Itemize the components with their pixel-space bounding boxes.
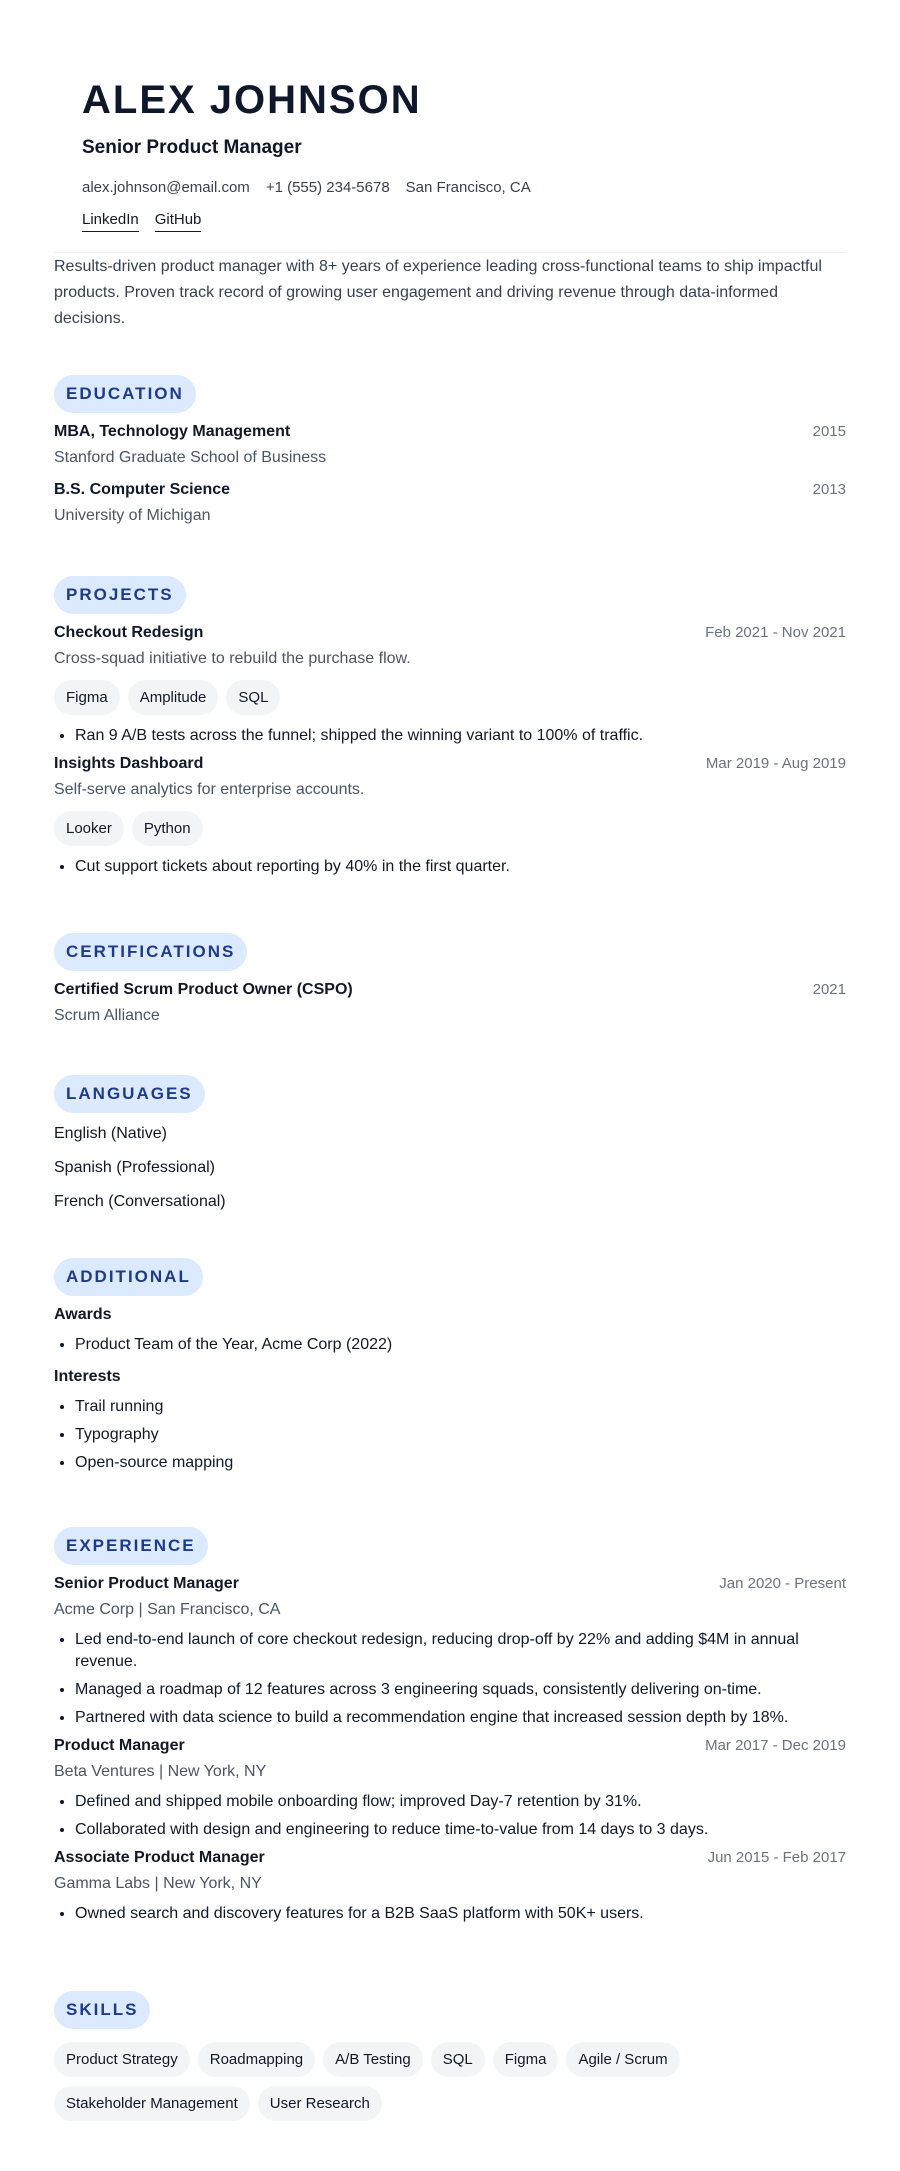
degree: B.S. Computer Science: [54, 481, 231, 498]
interests-heading: Interests: [54, 1368, 121, 1385]
awards-heading: Awards: [54, 1306, 112, 1323]
project-description: Cross-squad initiative to rebuild the purchase flow.: [54, 650, 411, 667]
languages-section: [54, 1075, 846, 1225]
education-entry: [54, 421, 846, 469]
bullet-item: • Defined and shipped mobile onboarding flow; improved Day-7 retention by 31%.: [75, 1791, 846, 1813]
job-title: Senior Product Manager: [54, 1575, 239, 1592]
project-description: Self-serve analytics for enterprise accounts.: [54, 781, 365, 798]
graduation-year: 2015: [812, 423, 846, 440]
skill-tag: SQL: [431, 2042, 485, 2077]
project-entry: [54, 622, 846, 747]
experience-entry: [54, 1573, 846, 1729]
language-item: Spanish (Professional): [54, 1159, 215, 1176]
tag: Figma: [54, 680, 120, 715]
contact-location: San Francisco, CA: [405, 179, 531, 196]
language-item: French (Conversational): [54, 1193, 226, 1210]
language-item: English (Native): [54, 1125, 167, 1142]
experience-entry: [54, 1735, 846, 1841]
bullet-item: • Cut support tickets about reporting by 40% in the first quarter.: [75, 856, 846, 878]
bullet-item: • Owned search and discovery features for a B2B SaaS platform with 50K+ users.: [75, 1903, 846, 1925]
interest-item: • Open-source mapping: [75, 1452, 846, 1474]
skill-tag: A/B Testing: [323, 2042, 423, 2077]
degree: MBA, Technology Management: [54, 423, 291, 440]
languages-list: [54, 1123, 846, 1213]
award-item: • Product Team of the Year, Acme Corp (2022): [75, 1334, 846, 1356]
job-bullets: [54, 1791, 846, 1841]
skills-section: [54, 1991, 846, 2121]
job-dates: Mar 2017 - Dec 2019: [705, 1737, 846, 1754]
certification-entry: [54, 979, 846, 1027]
job-bullets: [54, 1903, 846, 1925]
education-entry: [54, 479, 846, 527]
experience-section: [54, 1527, 846, 1931]
project-dates: Feb 2021 - Nov 2021: [705, 624, 846, 641]
company-location: Acme Corp | San Francisco, CA: [54, 1601, 281, 1618]
section-heading: SKILLS: [54, 1991, 150, 2029]
project-name: Insights Dashboard: [54, 755, 204, 772]
awards-list: [54, 1334, 846, 1356]
projects-section: [54, 576, 846, 884]
skill-tag: Product Strategy: [54, 2042, 190, 2077]
graduation-year: 2013: [812, 481, 846, 498]
section-heading: EDUCATION: [54, 375, 196, 413]
certification-name: Certified Scrum Product Owner (CSPO): [54, 981, 353, 998]
skill-tag: Roadmapping: [198, 2042, 315, 2077]
project-bullets: [54, 856, 846, 878]
header-divider: [54, 252, 846, 253]
experience-entry: [54, 1847, 846, 1925]
project-tags: [54, 680, 846, 715]
section-heading: CERTIFICATIONS: [54, 933, 247, 971]
resume-header: [82, 76, 842, 232]
company-location: Gamma Labs | New York, NY: [54, 1875, 262, 1892]
school: Stanford Graduate School of Business: [54, 449, 327, 466]
skill-tag: Agile / Scrum: [566, 2042, 679, 2077]
tag: Looker: [54, 811, 124, 846]
skills-list: [54, 2042, 846, 2121]
section-heading: EXPERIENCE: [54, 1527, 208, 1565]
contact-line: [82, 178, 842, 198]
company-location: Beta Ventures | New York, NY: [54, 1763, 267, 1780]
education-section: [54, 375, 846, 527]
school: University of Michigan: [54, 507, 211, 524]
job-dates: Jun 2015 - Feb 2017: [707, 1849, 846, 1866]
contact-email[interactable]: alex.johnson@email.com: [82, 179, 250, 196]
interest-item: • Typography: [75, 1424, 846, 1446]
certification-issuer: Scrum Alliance: [54, 1007, 160, 1024]
skill-tag: User Research: [258, 2086, 382, 2121]
bullet-item: • Ran 9 A/B tests across the funnel; shipped the winning variant to 100% of traffic.: [75, 725, 846, 747]
project-tags: [54, 811, 846, 846]
project-bullets: [54, 725, 846, 747]
section-heading: ADDITIONAL: [54, 1258, 203, 1296]
bullet-item: • Led end-to-end launch of core checkout redesign, reducing drop-off by 22% and adding $4M in annual revenue.: [75, 1629, 846, 1673]
tag: SQL: [226, 680, 280, 715]
profile-links: [82, 210, 842, 232]
bullet-item: • Collaborated with design and engineering to reduce time-to-value from 14 days to 3 days.: [75, 1819, 846, 1841]
project-name: Checkout Redesign: [54, 624, 204, 641]
project-entry: [54, 753, 846, 878]
candidate-name: ALEX JOHNSON: [82, 78, 422, 122]
linkedin-link[interactable]: LinkedIn: [82, 210, 139, 232]
interests-list: [54, 1396, 846, 1474]
tag: Python: [132, 811, 203, 846]
certifications-section: [54, 933, 846, 1027]
bullet-item: • Partnered with data science to build a recommendation engine that increased session depth by 18%.: [75, 1707, 846, 1729]
section-heading: LANGUAGES: [54, 1075, 205, 1113]
job-title: Associate Product Manager: [54, 1849, 265, 1866]
skill-tag: Figma: [493, 2042, 559, 2077]
contact-phone[interactable]: +1 (555) 234-5678: [265, 179, 390, 196]
job-dates: Jan 2020 - Present: [719, 1575, 846, 1592]
project-dates: Mar 2019 - Aug 2019: [705, 755, 846, 772]
candidate-title: Senior Product Manager: [82, 137, 302, 158]
job-bullets: [54, 1629, 846, 1729]
section-heading: PROJECTS: [54, 576, 186, 614]
github-link[interactable]: GitHub: [155, 210, 202, 232]
certification-year: 2021: [812, 981, 846, 998]
bullet-item: • Managed a roadmap of 12 features across 3 engineering squads, consistently delivering on-time.: [75, 1679, 846, 1701]
interest-item: • Trail running: [75, 1396, 846, 1418]
additional-section: [54, 1258, 846, 1480]
tag: Amplitude: [128, 680, 219, 715]
skill-tag: Stakeholder Management: [54, 2086, 250, 2121]
summary-paragraph: Results-driven product manager with 8+ years of experience leading cross-functional teams to ship impactful products. Proven track record of growing user engagement and driving revenue through data-informed decisions.: [54, 258, 822, 327]
job-title: Product Manager: [54, 1737, 185, 1754]
